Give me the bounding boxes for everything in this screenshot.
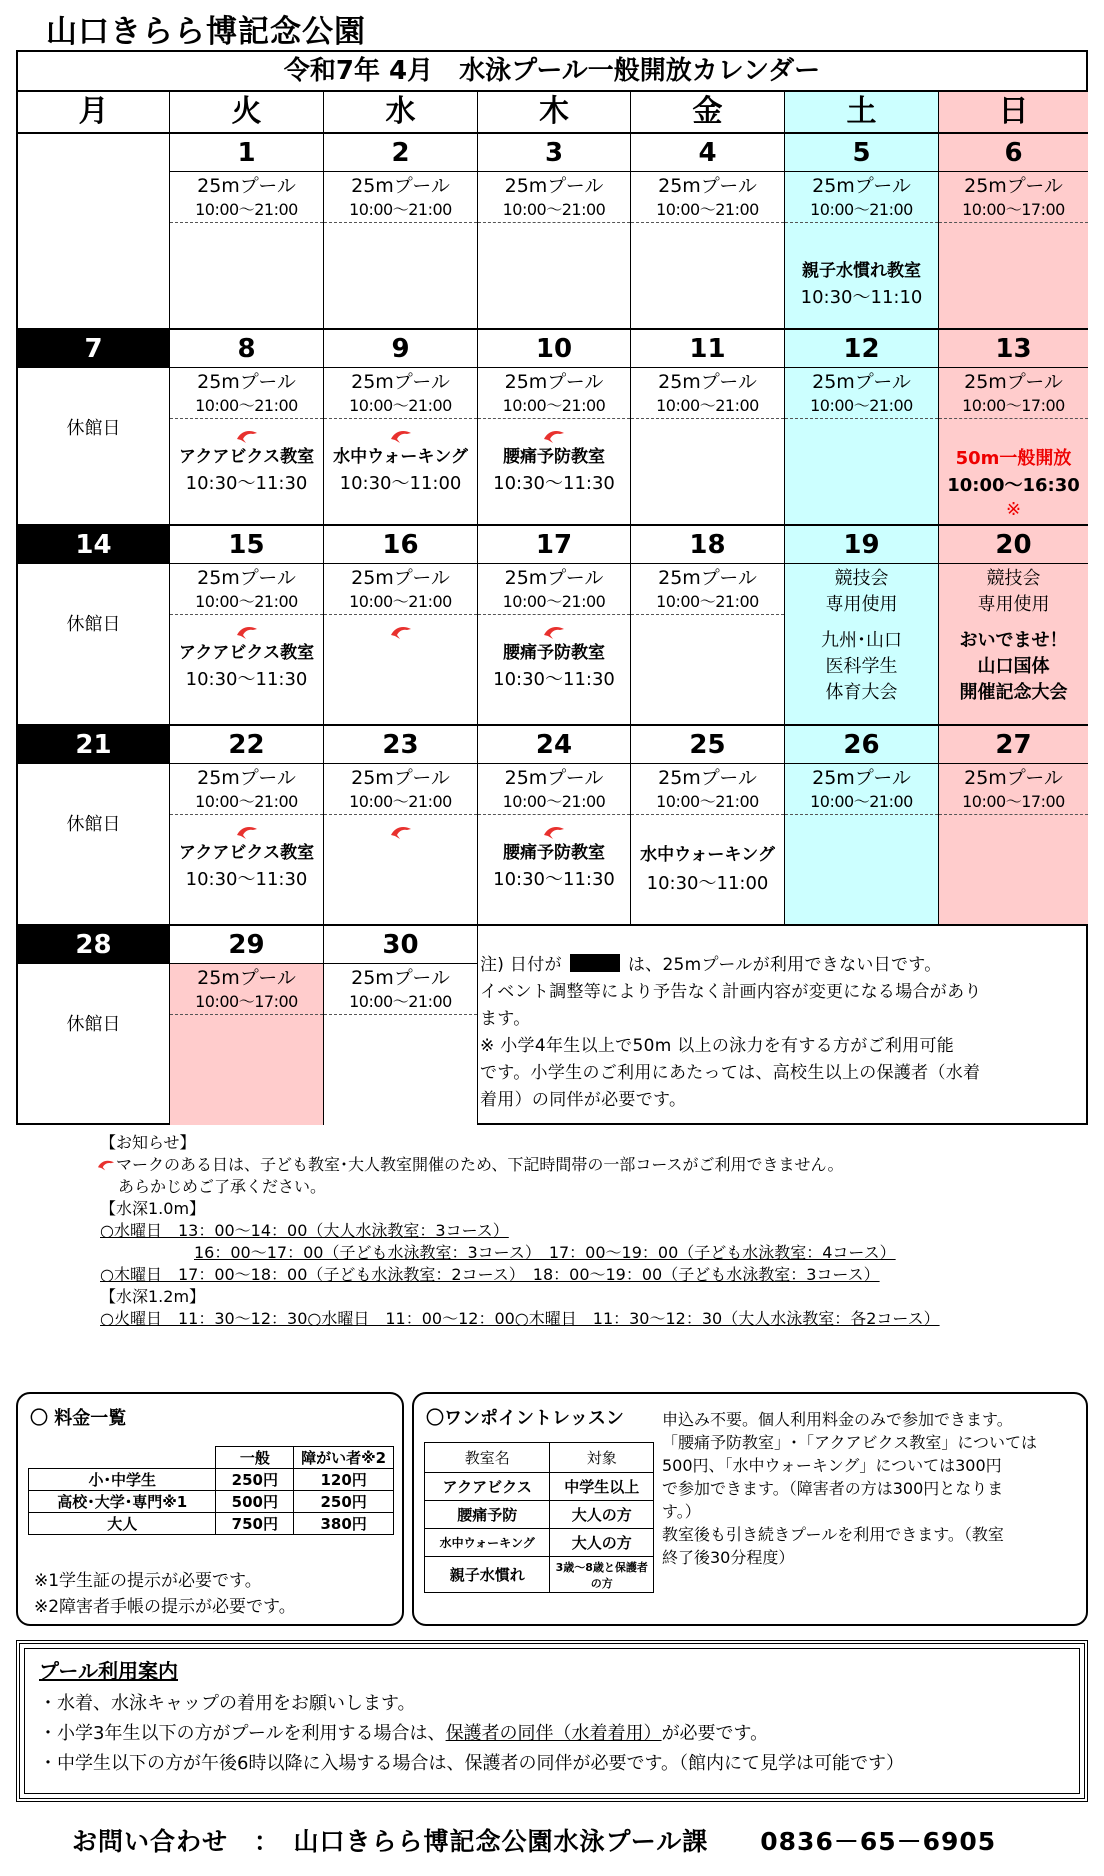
pool-label: 25mプール — [812, 767, 911, 789]
event-line: 専用使用 — [825, 594, 898, 615]
pool-hours: 10:00～21:00 — [324, 992, 477, 1015]
fifty-meter-label: 50m一般開放 — [955, 448, 1072, 469]
pool-hours: 10:00～17:00 — [939, 200, 1088, 223]
lesson-text-3: 500円、「水中ウォーキング」については300円 — [662, 1456, 1002, 1475]
fifty-meter-mark: ※ — [1005, 499, 1022, 520]
dolphin-icon — [542, 820, 566, 842]
day-number: 5 — [785, 134, 938, 172]
calendar-day-2 — [324, 134, 478, 330]
weekday-fri: 金 — [631, 92, 785, 132]
calendar-day-11 — [631, 330, 785, 526]
pool-guide-title: プール利用案内 — [39, 1659, 178, 1683]
dolphin-icon — [235, 424, 259, 446]
calendar-day-15 — [170, 526, 324, 726]
price-general: 750円 — [216, 1513, 294, 1535]
calendar-day-8 — [170, 330, 324, 526]
weekday-sun: 日 — [939, 92, 1088, 132]
contact-footer: お問い合わせ ： 山口きらら博記念公園水泳プール課 0836－65－6905 — [72, 1827, 997, 1856]
event-line: おいでませ！ — [959, 630, 1068, 651]
pool-label: 25mプール — [812, 175, 911, 197]
depth-1m-heading: 【水深1.0m】 — [100, 1199, 206, 1218]
table-row — [425, 1557, 654, 1593]
pool-label: 25mプール — [197, 371, 296, 393]
notice-section — [100, 1132, 940, 1330]
calendar-day-20 — [939, 526, 1088, 726]
price-disabled: 120円 — [294, 1469, 394, 1491]
pool-label: 25mプール — [197, 767, 296, 789]
day-number: 27 — [939, 726, 1088, 764]
event-line: 山口国体 — [977, 656, 1050, 677]
pool-hours: 10:00～21:00 — [170, 200, 323, 223]
class-name: アクアビクス教室 — [178, 643, 315, 663]
lesson-text-6: 教室後も引き続きプールを利用できます。（教室 — [662, 1525, 1004, 1544]
lesson-name: アクアビクス — [425, 1473, 550, 1501]
class-name: 水中ウォーキング — [333, 447, 468, 467]
day-number: 25 — [631, 726, 784, 764]
price-table — [28, 1446, 394, 1535]
class-name: 腰痛予防教室 — [503, 447, 605, 467]
calendar-day-28 — [18, 926, 170, 1125]
day-number: 23 — [324, 726, 477, 764]
note-line-1b: は、25mプールが利用できない日です。 — [627, 955, 942, 975]
class-time: 10:30～11:30 — [493, 869, 615, 890]
calendar-day-30 — [324, 926, 478, 1125]
pool-label: 25mプール — [658, 175, 757, 197]
pool-label: 25mプール — [504, 767, 604, 789]
pool-label: 25mプール — [504, 371, 604, 393]
notice-heading: 【お知らせ】 — [100, 1133, 196, 1152]
lesson-col-name: 教室名 — [425, 1443, 550, 1473]
dolphin-icon — [389, 820, 413, 842]
calendar-day-4 — [631, 134, 785, 330]
depth-1m-wed-1: ○水曜日 13：00～14：00（大人水泳教室：3コース） — [100, 1221, 509, 1240]
day-number: 2 — [324, 134, 477, 172]
calendar-day-6 — [939, 134, 1088, 330]
pool-hours: 10:00～21:00 — [324, 396, 477, 419]
note-line-4: ※ 小学4年生以上で50m 以上の泳力を有する方がご利用可能 — [480, 1036, 955, 1056]
lesson-text-7: 終了後30分程度） — [662, 1548, 795, 1567]
pool-label: 25mプール — [658, 371, 757, 393]
lesson-target: 3歳～8歳と保護者の方 — [550, 1557, 654, 1593]
pool-label: 25mプール — [351, 371, 450, 393]
lesson-box — [412, 1392, 1088, 1626]
table-row — [29, 1469, 394, 1491]
class-name: アクアビクス教室 — [178, 843, 315, 863]
class-name: 水中ウォーキング — [640, 845, 775, 865]
lesson-text-4: で参加できます。（障害者の方は300円となりま — [662, 1479, 1004, 1498]
class-time: 10:30～11:30 — [493, 669, 615, 690]
calendar-day-1 — [170, 134, 324, 330]
weekday-sat: 土 — [785, 92, 939, 132]
calendar-day-9 — [324, 330, 478, 526]
dolphin-icon — [389, 424, 413, 446]
lesson-text-2: 「腰痛予防教室」･「アクアビクス教室」については — [662, 1433, 1038, 1452]
note-line-3: ます。 — [480, 1009, 531, 1029]
closed-day-swatch — [570, 954, 620, 972]
closed-day-label: 休館日 — [66, 814, 121, 835]
class-time: 10:30～11:00 — [339, 473, 462, 494]
class-name: アクアビクス教室 — [178, 447, 315, 467]
price-list-box — [16, 1392, 404, 1626]
day-number: 18 — [631, 526, 784, 564]
pool-hours: 10:00～21:00 — [324, 592, 477, 615]
lesson-name: 親子水慣れ — [425, 1557, 550, 1593]
price-col-general: 一般 — [216, 1447, 294, 1469]
pool-hours: 10:00～21:00 — [170, 792, 323, 815]
pool-label: 25mプール — [658, 567, 757, 589]
day-number: 14 — [18, 526, 169, 564]
guide-line-2 — [39, 1719, 768, 1745]
day-number: 13 — [939, 330, 1088, 368]
class-time: 10:30～11:00 — [646, 873, 769, 894]
pool-hours: 10:00～21:00 — [785, 396, 938, 419]
lesson-text-1: 申込み不要。個人利用料金のみで参加できます。 — [662, 1410, 1013, 1429]
calendar-day-7 — [18, 330, 170, 526]
event-line: 医科学生 — [825, 656, 898, 677]
calendar-day-29 — [170, 926, 324, 1125]
event-line: 競技会 — [986, 568, 1041, 589]
pool-label: 25mプール — [504, 175, 604, 197]
calendar-day-14 — [18, 526, 170, 726]
day-number: 12 — [785, 330, 938, 368]
lesson-description — [662, 1408, 1082, 1569]
day-number: 8 — [170, 330, 323, 368]
day-number: 9 — [324, 330, 477, 368]
weekday-thu: 木 — [478, 92, 631, 132]
day-number: 19 — [785, 526, 938, 564]
class-time: 10:30～11:30 — [493, 473, 615, 494]
class-time: 10:30～11:10 — [800, 287, 923, 308]
day-number: 7 — [18, 330, 169, 368]
pool-hours: 10:00～21:00 — [631, 200, 784, 223]
pool-label: 25mプール — [351, 967, 450, 989]
price-disabled: 380円 — [294, 1513, 394, 1535]
guide-line-2c: が必要です。 — [661, 1723, 769, 1744]
pool-label: 25mプール — [197, 967, 296, 989]
calendar-day-18 — [631, 526, 785, 726]
weekday-header — [18, 92, 1086, 134]
guide-line-2a: ・小学3年生以下の方がプールを利用する場合は、 — [39, 1723, 446, 1744]
class-time: 10:30～11:30 — [185, 669, 308, 690]
day-number: 28 — [18, 926, 169, 964]
dolphin-icon — [235, 620, 259, 642]
lesson-text-5: す。） — [662, 1502, 701, 1521]
pool-calendar — [16, 50, 1088, 1125]
dolphin-icon — [235, 820, 259, 842]
note-line-6: 着用）の同伴が必要です。 — [480, 1090, 687, 1110]
pool-label: 25mプール — [964, 371, 1063, 393]
table-row — [29, 1491, 394, 1513]
note-line-2: イベント調整等により予告なく計画内容が変更になる場合があり — [480, 982, 982, 1002]
class-name: 腰痛予防教室 — [503, 843, 605, 863]
lesson-target: 中学生以上 — [550, 1473, 654, 1501]
price-list-heading: 〇 料金一覧 — [30, 1408, 127, 1429]
calendar-day-12 — [785, 330, 939, 526]
note-line-5: です。小学生のご利用にあたっては、高校生以上の保護者（水着 — [480, 1063, 981, 1083]
price-row-label: 高校･大学･専門※1 — [29, 1491, 216, 1513]
price-row-label: 小･中学生 — [29, 1469, 216, 1491]
day-number: 11 — [631, 330, 784, 368]
calendar-day-24 — [478, 726, 631, 926]
day-number: 3 — [478, 134, 630, 172]
day-number: 17 — [478, 526, 630, 564]
lesson-table — [424, 1442, 654, 1593]
price-general: 500円 — [216, 1491, 294, 1513]
pool-label: 25mプール — [351, 567, 450, 589]
day-number: 24 — [478, 726, 630, 764]
pool-hours: 10:00～21:00 — [631, 592, 784, 615]
pool-label: 25mプール — [658, 767, 757, 789]
pool-hours: 10:00～21:00 — [170, 396, 323, 419]
pool-hours: 10:00～21:00 — [324, 200, 477, 223]
day-number: 16 — [324, 526, 477, 564]
calendar-day-25 — [631, 726, 785, 926]
day-number: 21 — [18, 726, 169, 764]
calendar-day-27 — [939, 726, 1088, 926]
weekday-wed: 水 — [324, 92, 478, 132]
pool-label: 25mプール — [964, 767, 1063, 789]
note-line-1a: 注) 日付が — [480, 955, 562, 975]
dolphin-icon — [389, 620, 413, 642]
depth-1m-thu: ○木曜日 17：00～18：00（子ども水泳教室：2コース） 18：00～19：00（子ども水泳教室：3コース） — [100, 1265, 880, 1284]
day-number: 26 — [785, 726, 938, 764]
depth-1m-wed-2: 16：00～17：00（子ども水泳教室：3コース） 17：00～19：00（子ども水泳教室：4コース） — [194, 1243, 896, 1262]
table-row — [29, 1513, 394, 1535]
day-number: 22 — [170, 726, 323, 764]
lesson-heading: 〇ワンポイントレッスン — [426, 1408, 624, 1429]
pool-hours: 10:00～21:00 — [478, 396, 630, 419]
event-line: 九州･山口 — [821, 630, 902, 651]
closed-day-label: 休館日 — [66, 418, 121, 439]
closed-day-label: 休館日 — [66, 1014, 121, 1035]
pool-hours: 10:00～21:00 — [631, 396, 784, 419]
calendar-day-26 — [785, 726, 939, 926]
notice-line-2: あらかじめご了承ください。 — [118, 1177, 327, 1196]
pool-hours: 10:00～21:00 — [785, 200, 938, 223]
calendar-title: 令和7年 4月 水泳プール一般開放カレンダー — [18, 52, 1086, 92]
day-number: 1 — [170, 134, 323, 172]
price-disabled: 250円 — [294, 1491, 394, 1513]
pool-hours: 10:00～17:00 — [170, 992, 323, 1015]
calendar-day-5 — [785, 134, 939, 330]
day-number: 20 — [939, 526, 1088, 564]
pool-hours: 10:00～21:00 — [478, 792, 630, 815]
calendar-day-16 — [324, 526, 478, 726]
guide-line-1: ・水着、水泳キャップの着用をお願いします。 — [39, 1693, 416, 1714]
pool-hours: 10:00～21:00 — [170, 592, 323, 615]
price-note-2: ※2障害者手帳の提示が必要です。 — [34, 1597, 296, 1617]
guide-line-3: ・中学生以下の方が午後6時以降に入場する場合は、保護者の同伴が必要です。（館内にて見学は可能です） — [39, 1753, 905, 1774]
day-number: 30 — [324, 926, 477, 964]
price-row-label: 大人 — [29, 1513, 216, 1535]
calendar-notes — [480, 952, 1080, 1114]
closed-day-label: 休館日 — [66, 614, 121, 635]
pool-label: 25mプール — [351, 175, 450, 197]
lesson-target: 大人の方 — [550, 1529, 654, 1557]
pool-label: 25mプール — [504, 567, 604, 589]
calendar-day-19 — [785, 526, 939, 726]
pool-label: 25mプール — [197, 567, 296, 589]
lesson-target: 大人の方 — [550, 1501, 654, 1529]
calendar-cell-empty — [18, 134, 170, 330]
day-number: 6 — [939, 134, 1088, 172]
price-col-disabled: 障がい者※2 — [294, 1447, 394, 1469]
pool-hours: 10:00～21:00 — [631, 792, 784, 815]
event-line: 競技会 — [834, 568, 889, 589]
calendar-day-22 — [170, 726, 324, 926]
pool-label: 25mプール — [197, 175, 296, 197]
pool-hours: 10:00～21:00 — [785, 792, 938, 815]
price-general: 250円 — [216, 1469, 294, 1491]
event-line: 体育大会 — [825, 682, 898, 703]
lesson-name: 腰痛予防 — [425, 1501, 550, 1529]
depth-12m-heading: 【水深1.2m】 — [100, 1287, 206, 1306]
weekday-tue: 火 — [170, 92, 324, 132]
calendar-day-21 — [18, 726, 170, 926]
calendar-day-3 — [478, 134, 631, 330]
table-row — [425, 1473, 654, 1501]
dolphin-icon — [542, 424, 566, 446]
guide-line-2b: 保護者の同伴（水着着用） — [445, 1723, 662, 1744]
pool-hours: 10:00～21:00 — [478, 592, 630, 615]
class-time: 10:30～11:30 — [185, 473, 308, 494]
dolphin-icon — [542, 620, 566, 642]
dolphin-icon — [96, 1156, 116, 1172]
fifty-meter-time: 10:00～16:30 — [947, 475, 1080, 496]
class-name: 親子水慣れ教室 — [802, 261, 921, 281]
pool-label: 25mプール — [812, 371, 911, 393]
pool-label: 25mプール — [964, 175, 1063, 197]
lesson-name: 水中ウォーキング — [425, 1529, 550, 1557]
calendar-day-23 — [324, 726, 478, 926]
notice-line-1: マークのある日は、子ども教室･大人教室開催のため、下記時間帯の一部コースがご利用できません。 — [116, 1155, 844, 1174]
weekday-mon: 月 — [18, 92, 170, 132]
class-time: 10:30～11:30 — [185, 869, 308, 890]
event-line: 専用使用 — [977, 594, 1050, 615]
table-row — [425, 1501, 654, 1529]
depth-12m-line: ○火曜日 11：30～12：30○水曜日 11：00～12：00○木曜日 11：30～12：30（大人水泳教室：各2コース） — [100, 1309, 940, 1328]
day-number: 29 — [170, 926, 323, 964]
pool-hours: 10:00～21:00 — [324, 792, 477, 815]
day-number: 4 — [631, 134, 784, 172]
day-number: 15 — [170, 526, 323, 564]
class-name: 腰痛予防教室 — [503, 643, 605, 663]
day-number: 10 — [478, 330, 630, 368]
table-row — [425, 1529, 654, 1557]
calendar-day-13 — [939, 330, 1088, 526]
price-note-1: ※1学生証の提示が必要です。 — [34, 1571, 262, 1591]
pool-hours: 10:00～17:00 — [939, 792, 1088, 815]
calendar-day-17 — [478, 526, 631, 726]
lesson-col-target: 対象 — [550, 1443, 654, 1473]
pool-hours: 10:00～17:00 — [939, 396, 1088, 419]
calendar-day-10 — [478, 330, 631, 526]
page-title: 山口きらら博記念公園 — [46, 14, 366, 50]
pool-guide-box — [16, 1640, 1088, 1802]
pool-hours: 10:00～21:00 — [478, 200, 630, 223]
pool-label: 25mプール — [351, 767, 450, 789]
event-line: 開催記念大会 — [959, 682, 1068, 703]
